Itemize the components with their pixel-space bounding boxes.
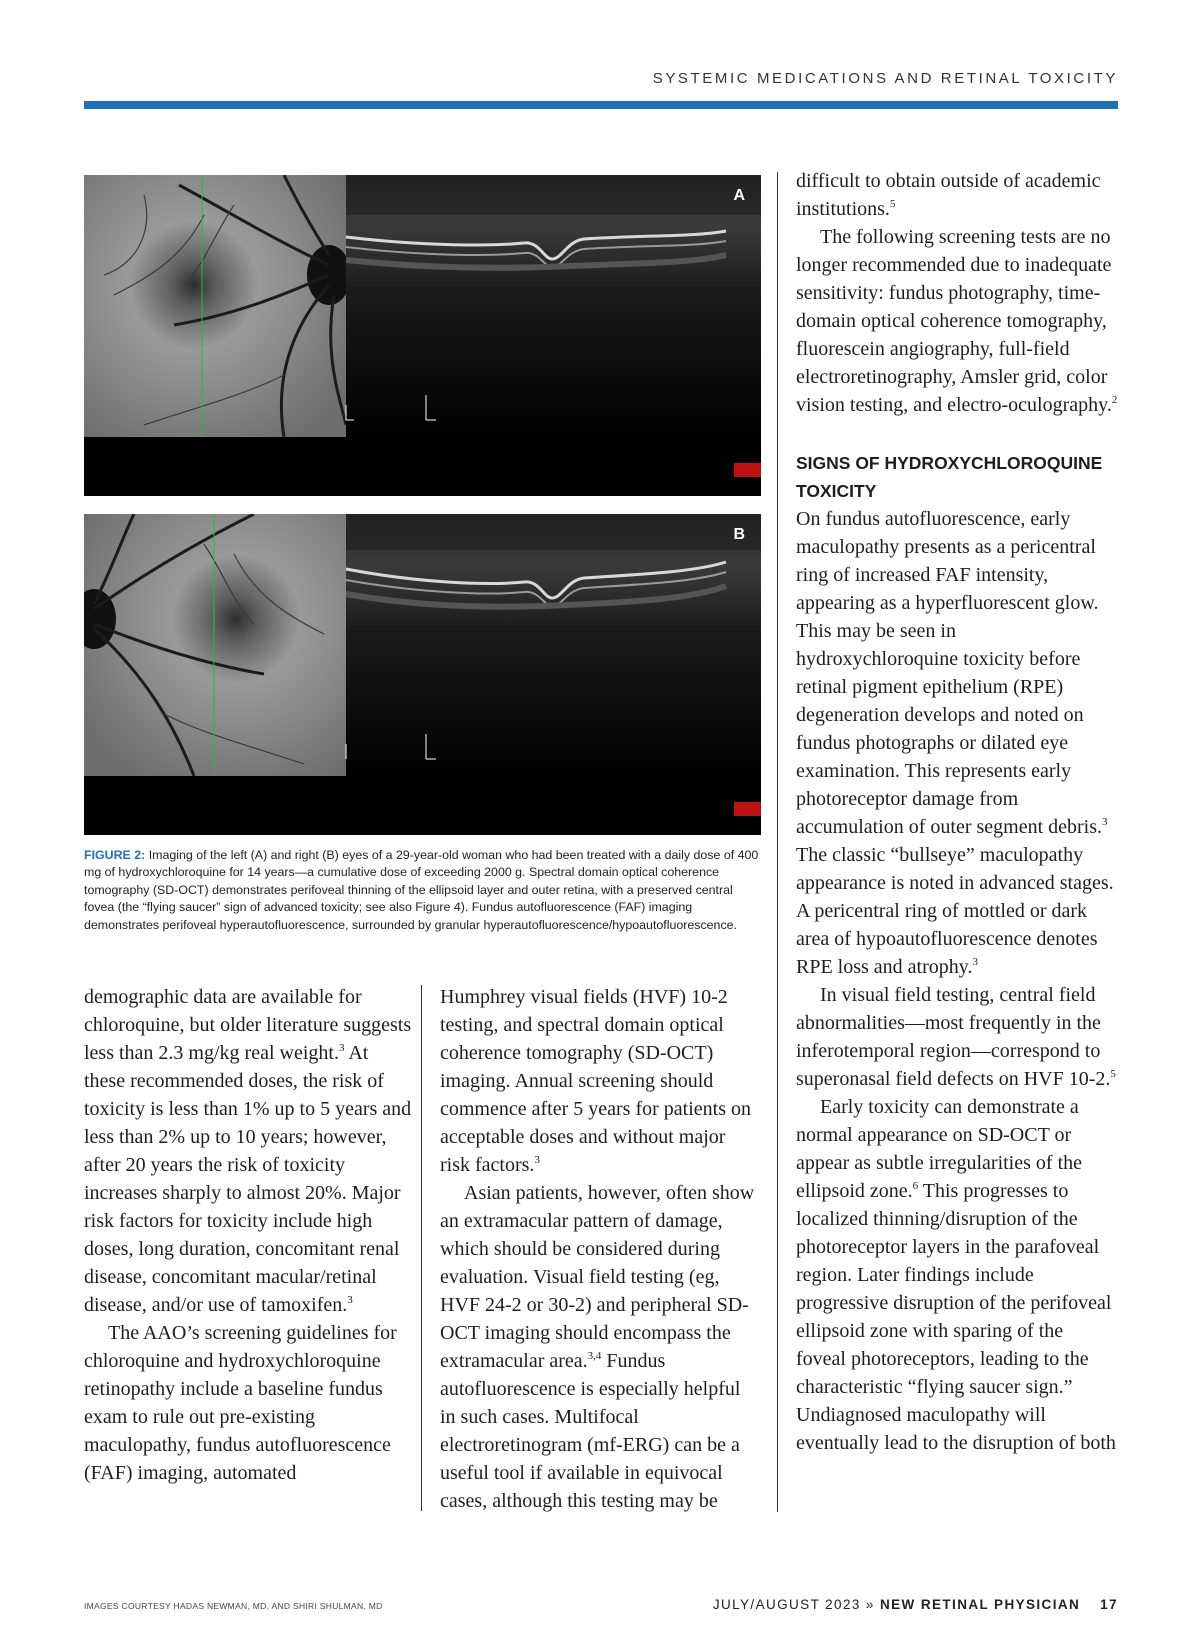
header-rule <box>84 101 1118 109</box>
caption-text: Imaging of the left (A) and right (B) eyes of a 29-year-old woman who had been treated with a daily dose of 400 mg of hydroxychloroquine for 14 years—a cumulative dose of exceeding 2000 g. Spectral domain optical coherence tomography (SD-OCT) demonstrates perifoveal thinning of the ellipsoid layer and outer retina, with a preserved central fovea (the “flying saucer” sign of advanced toxicity; see also Figure 4). Fundus autofluorescence (FAF) imaging demonstrates perifoveal hyperautofluorescence, surrounded by granular hyperautofluorescence/hypoautofluorescence. <box>84 848 759 932</box>
caption-label: FIGURE 2: <box>84 848 146 862</box>
paragraph: demographic data are available for chloroquine, but older literature suggests less than 2.3 mg/kg real weight.$^3$ At these recommended doses, the risk of toxicity is less than 1% up to 5 years and less than 2% up to 10 years; however, after 20 years the risk of toxicity increases sharply to almost 20%. Major risk factors for toxicity include high doses, long duration, concomitant renal disease, concomitant macular/retinal disease, and/or use of tamoxifen.$^3$ <box>84 986 412 1316</box>
journal-name: NEW RETINAL PHYSICIAN <box>880 1597 1081 1612</box>
issue-date: JULY/AUGUST 2023 <box>712 1597 861 1612</box>
paragraph: On fundus autofluorescence, early maculopathy presents as a pericentral ring of increased FAF intensity, appearing as a hyperfluorescent glow. This may be seen in hydroxychloroquine toxicity before retinal pigment epithelium (RPE) degeneration develops and noted on fundus photographs or dilated eye examination. This represents early photoreceptor damage from accumulation of outer segment debris.$^3$ The classic “bullseye” maculopathy appearance is noted in advanced stages. A pericentral ring of mottled or dark area of hypoautofluorescence denotes RPE loss and atrophy.$^3$ <box>796 508 1114 978</box>
figure-panel-b <box>84 514 761 835</box>
text-column-2 <box>440 983 755 1515</box>
paragraph: The following screening tests are no longer recommended due to inadequate sensitivity: fundus photography, time-domain optical coherence tomography, fluorescein angiography, full-field electroretinography, Amsler grid, color vision testing, and electro-oculography.$^2$ <box>796 226 1118 416</box>
figure-caption <box>84 847 761 934</box>
section-heading: SIGNS OF HYDROXYCHLOROQUINE TOXICITY <box>796 453 1103 501</box>
text-column-1 <box>84 983 412 1487</box>
reference: 5 <box>1110 1068 1116 1080</box>
image-credit: IMAGES COURTESY HADAS NEWMAN, MD, AND SHIRI SHULMAN, MD <box>84 1601 383 1611</box>
reference: 3 <box>338 1042 345 1054</box>
paragraph: The AAO’s screening guidelines for chloroquine and hydroxychloroquine retinopathy include a baseline fundus exam to rule out pre-existing maculopathy, fundus autofluorescence (FAF) imaging, automated <box>84 1322 397 1484</box>
reference: 3 <box>347 1294 353 1306</box>
panel-letter-b: B <box>733 526 745 543</box>
column-rule-1 <box>421 985 422 1511</box>
paragraph: Asian patients, however, often show an extramacular pattern of damage, which should be considered during evaluation. Visual field testing (eg, HVF 24-2 or 30-2) and peripheral SD-OCT imaging should encompass the extramacular area.$^{3,4}$ Fundus autofluorescence is especially helpful in such cases. Multifocal electroretinogram (mf-ERG) can be a useful tool if available in equivocal cases, although this testing may be <box>440 1182 755 1512</box>
reference: 5 <box>889 198 896 210</box>
running-head: SYSTEMIC MEDICATIONS AND RETINAL TOXICITY <box>652 70 1118 87</box>
footer-separator: » <box>860 1597 880 1612</box>
page-footer <box>713 1597 1118 1612</box>
paragraph: difficult to obtain outside of academic institutions.$^5$ <box>796 170 1101 220</box>
paragraph: In visual field testing, central field abnormalities—most frequently in the inferotemporal region—correspond to superonasal field defects on HVF 10-2.$^5$ <box>796 984 1116 1090</box>
oct-image-b <box>84 514 761 835</box>
reference: 3 <box>1102 816 1108 828</box>
figure-panel-a <box>84 175 761 496</box>
oct-image-a <box>84 175 761 496</box>
paragraph: Early toxicity can demonstrate a normal appearance on SD-OCT or appear as subtle irregularities of the ellipsoid zone.$^6$ This progresses to localized thinning/disruption of the photoreceptor layers in the parafoveal region. Later findings include progressive disruption of the perifoveal ellipsoid zone with sparing of the foveal photoreceptors, leading to the characteristic “flying saucer sign.” Undiagnosed maculopathy will eventually lead to the disruption of both <box>796 1096 1116 1454</box>
text-column-3 <box>796 167 1118 1457</box>
panel-letter-a: A <box>733 187 745 204</box>
reference: 3,4 <box>587 1350 602 1362</box>
reference: 3 <box>534 1154 540 1166</box>
reference: 6 <box>912 1180 919 1192</box>
column-rule-2 <box>777 172 778 1512</box>
paragraph: Humphrey visual fields (HVF) 10-2 testing, and spectral domain optical coherence tomography (SD-OCT) imaging. Annual screening should commence after 5 years for patients on acceptable doses and without major risk factors.$^3$ <box>440 986 751 1176</box>
reference: 3 <box>972 956 978 968</box>
reference: 2 <box>1111 394 1118 406</box>
page-number: 17 <box>1100 1597 1118 1612</box>
